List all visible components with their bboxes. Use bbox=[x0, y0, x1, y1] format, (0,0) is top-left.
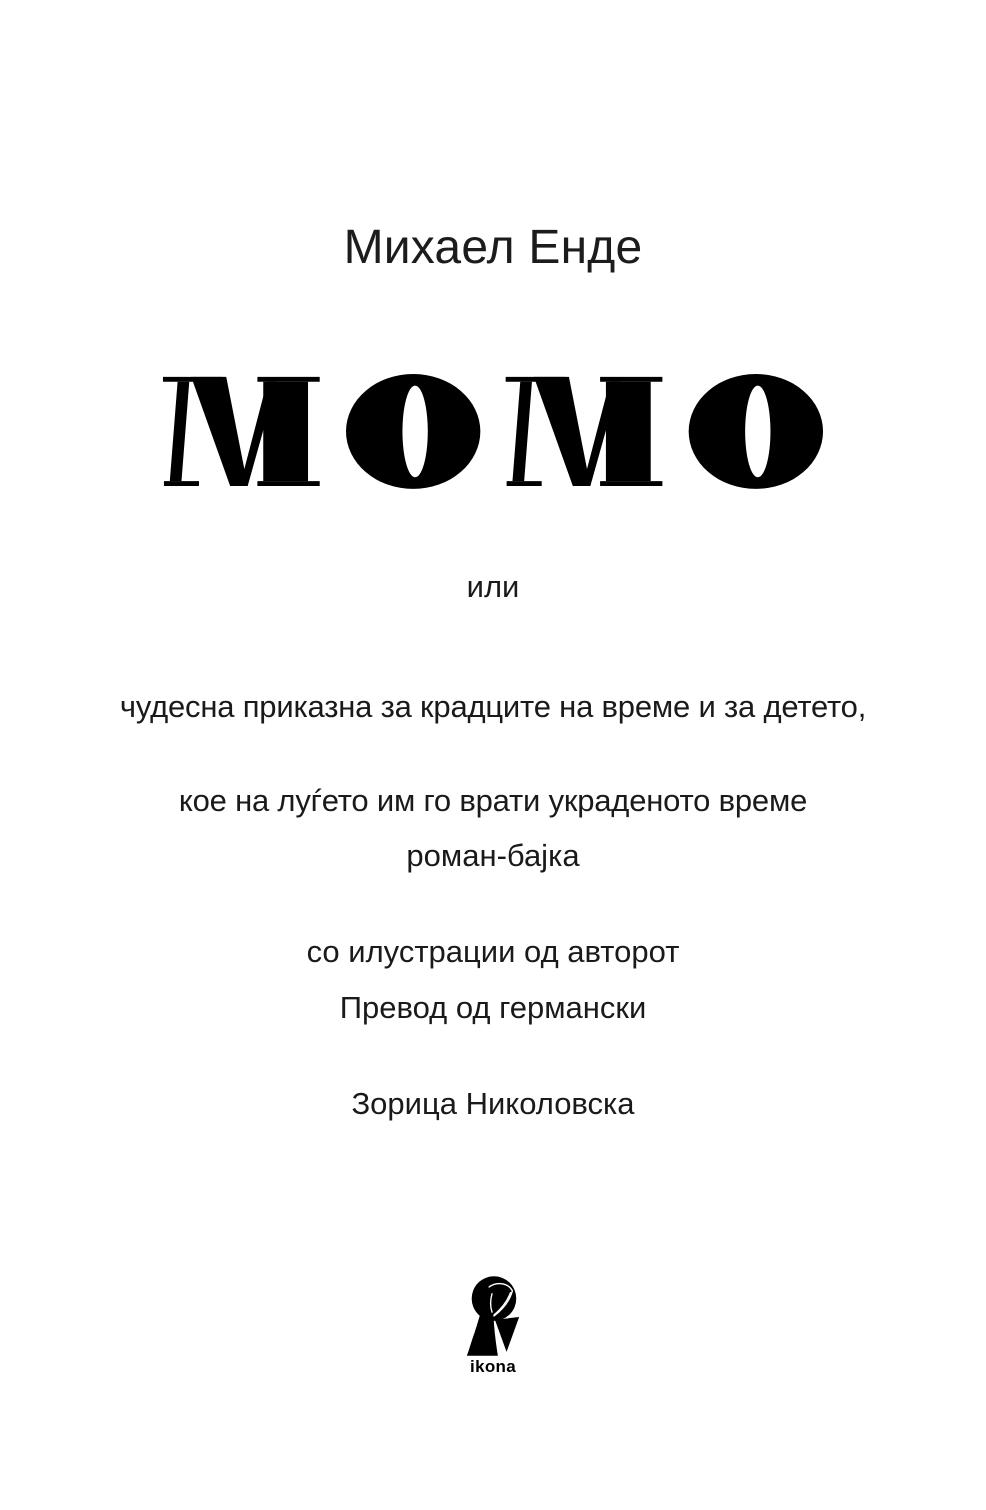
title-letter-o bbox=[346, 374, 480, 489]
format-line-2: со илустрации од авторот bbox=[306, 934, 680, 969]
figure-drape-triangle bbox=[495, 1317, 519, 1352]
author-name: Михаел Енде bbox=[343, 221, 643, 274]
translator-name: Зорица Николовска bbox=[351, 1086, 635, 1121]
book-title bbox=[162, 374, 824, 489]
subtitle-line-2: кое на луѓето им го врати украденото време bbox=[178, 783, 808, 818]
title-wordmark bbox=[162, 374, 824, 489]
publisher-logo bbox=[0, 1274, 986, 1375]
title-letter-o bbox=[689, 374, 823, 489]
title-letter-m bbox=[506, 377, 663, 486]
ikona-logo-icon bbox=[462, 1274, 524, 1358]
or-label: или bbox=[466, 569, 520, 604]
translation-line-1: Превод од германски bbox=[339, 990, 647, 1025]
format-line-1: роман-бајка bbox=[406, 838, 580, 873]
translation-credit bbox=[0, 936, 986, 1176]
publisher-name: ikona bbox=[470, 1357, 516, 1376]
title-letter-m bbox=[163, 377, 320, 486]
subtitle-line-1: чудесна приказна за крадците на време и за детето, bbox=[119, 689, 867, 724]
